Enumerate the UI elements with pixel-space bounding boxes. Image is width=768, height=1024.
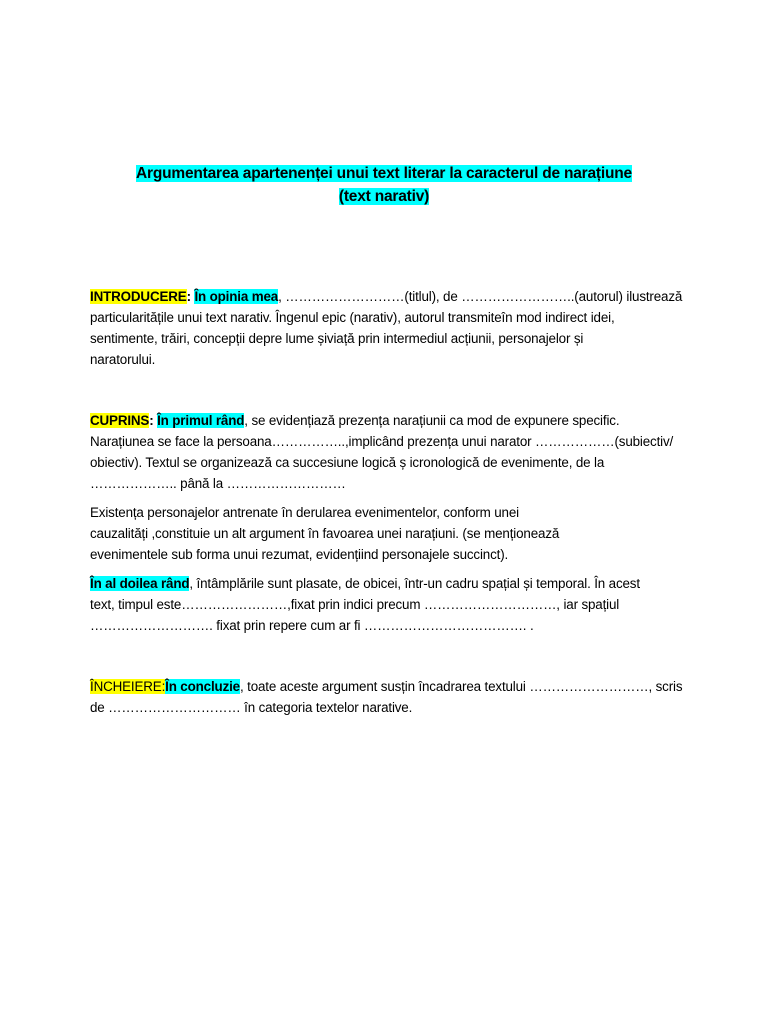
cuprins-line-4: ……………….. până la ……………………… (90, 476, 346, 491)
al-doilea-line-3: ………………………. fixat prin repere cum ar fi ………………………………. . (90, 618, 534, 633)
cuprins-paragraph (90, 410, 682, 494)
introducere-label: INTRODUCERE (90, 289, 187, 304)
introducere-phrase: În opinia mea (194, 289, 279, 304)
al-doilea-paragraph (90, 573, 682, 636)
cuprins-label: CUPRINS (90, 413, 150, 428)
cuprins-phrase: În primul rând (157, 413, 245, 428)
al-doilea-line-2: text, timpul este……………………,fixat prin indici precum …………………………, iar spațiul (90, 597, 620, 612)
introducere-paragraph (90, 286, 682, 370)
cuprins-line-2: Narațiunea se face la persoana……………..,implicând prezența unui narator ………………(subiectiv/ (90, 434, 674, 449)
existenta-line-3: evenimentele sub forma unui rezumat, evidențiind personajele succinct). (90, 547, 509, 562)
al-doilea-line-1-rest: , întâmplările sunt plasate, de obicei, într-un cadru spațial și temporal. În acest (189, 576, 640, 591)
introducere-colon: : (186, 289, 195, 304)
existenta-line-2: cauzalități ,constituie un alt argument în favoarea unei narațiuni. (se menționează (90, 526, 560, 541)
cuprins-line-1 (90, 410, 682, 431)
introducere-line-2: particularitățile unui text narativ. Îngenul epic (narativ), autorul transmiteîn mod indirect idei, (90, 310, 615, 325)
existenta-paragraph (90, 502, 682, 565)
cuprins-line-3: obiectiv). Textul se organizează ca succesiune logică ș icronologică de evenimente, de la (90, 455, 605, 470)
incheiere-phrase: În concluzie (165, 679, 240, 694)
title-line-2-text: (text narativ) (338, 188, 430, 205)
title-line-1-text: Argumentarea apartenenței unui text literar la caracterul de narațiune (136, 165, 632, 182)
incheiere-paragraph (90, 676, 682, 718)
al-doilea-line-1 (90, 573, 682, 594)
cuprins-colon: : (149, 413, 158, 428)
incheiere-label: ÎNCHEIERE: (90, 679, 166, 694)
cuprins-line-1-rest: , se evidențiază prezența narațiunii ca mod de expunere specific. (244, 413, 620, 428)
incheiere-line-2: de ………………………… în categoria textelor narative. (90, 700, 413, 715)
introducere-line-1-rest: , ………………………(titlul), de ……………………..(autorul) ilustrează (278, 289, 683, 304)
introducere-line-4: naratorului. (90, 352, 156, 367)
document-title (80, 162, 688, 208)
title-line-1 (80, 162, 688, 185)
al-doilea-phrase: În al doilea rând (90, 576, 190, 591)
incheiere-line-1-rest: , toate aceste argument susțin încadrarea textului ………………………, scris (239, 679, 683, 694)
incheiere-line-1 (90, 676, 682, 697)
title-line-2 (80, 185, 688, 208)
introducere-line-3: sentimente, trăiri, concepții depre lume șiviață prin intermediul acțiunii, personajelor și (90, 331, 584, 346)
existenta-line-1: Existența personajelor antrenate în derularea evenimentelor, conform unei (90, 505, 519, 520)
introducere-line-1 (90, 286, 682, 307)
